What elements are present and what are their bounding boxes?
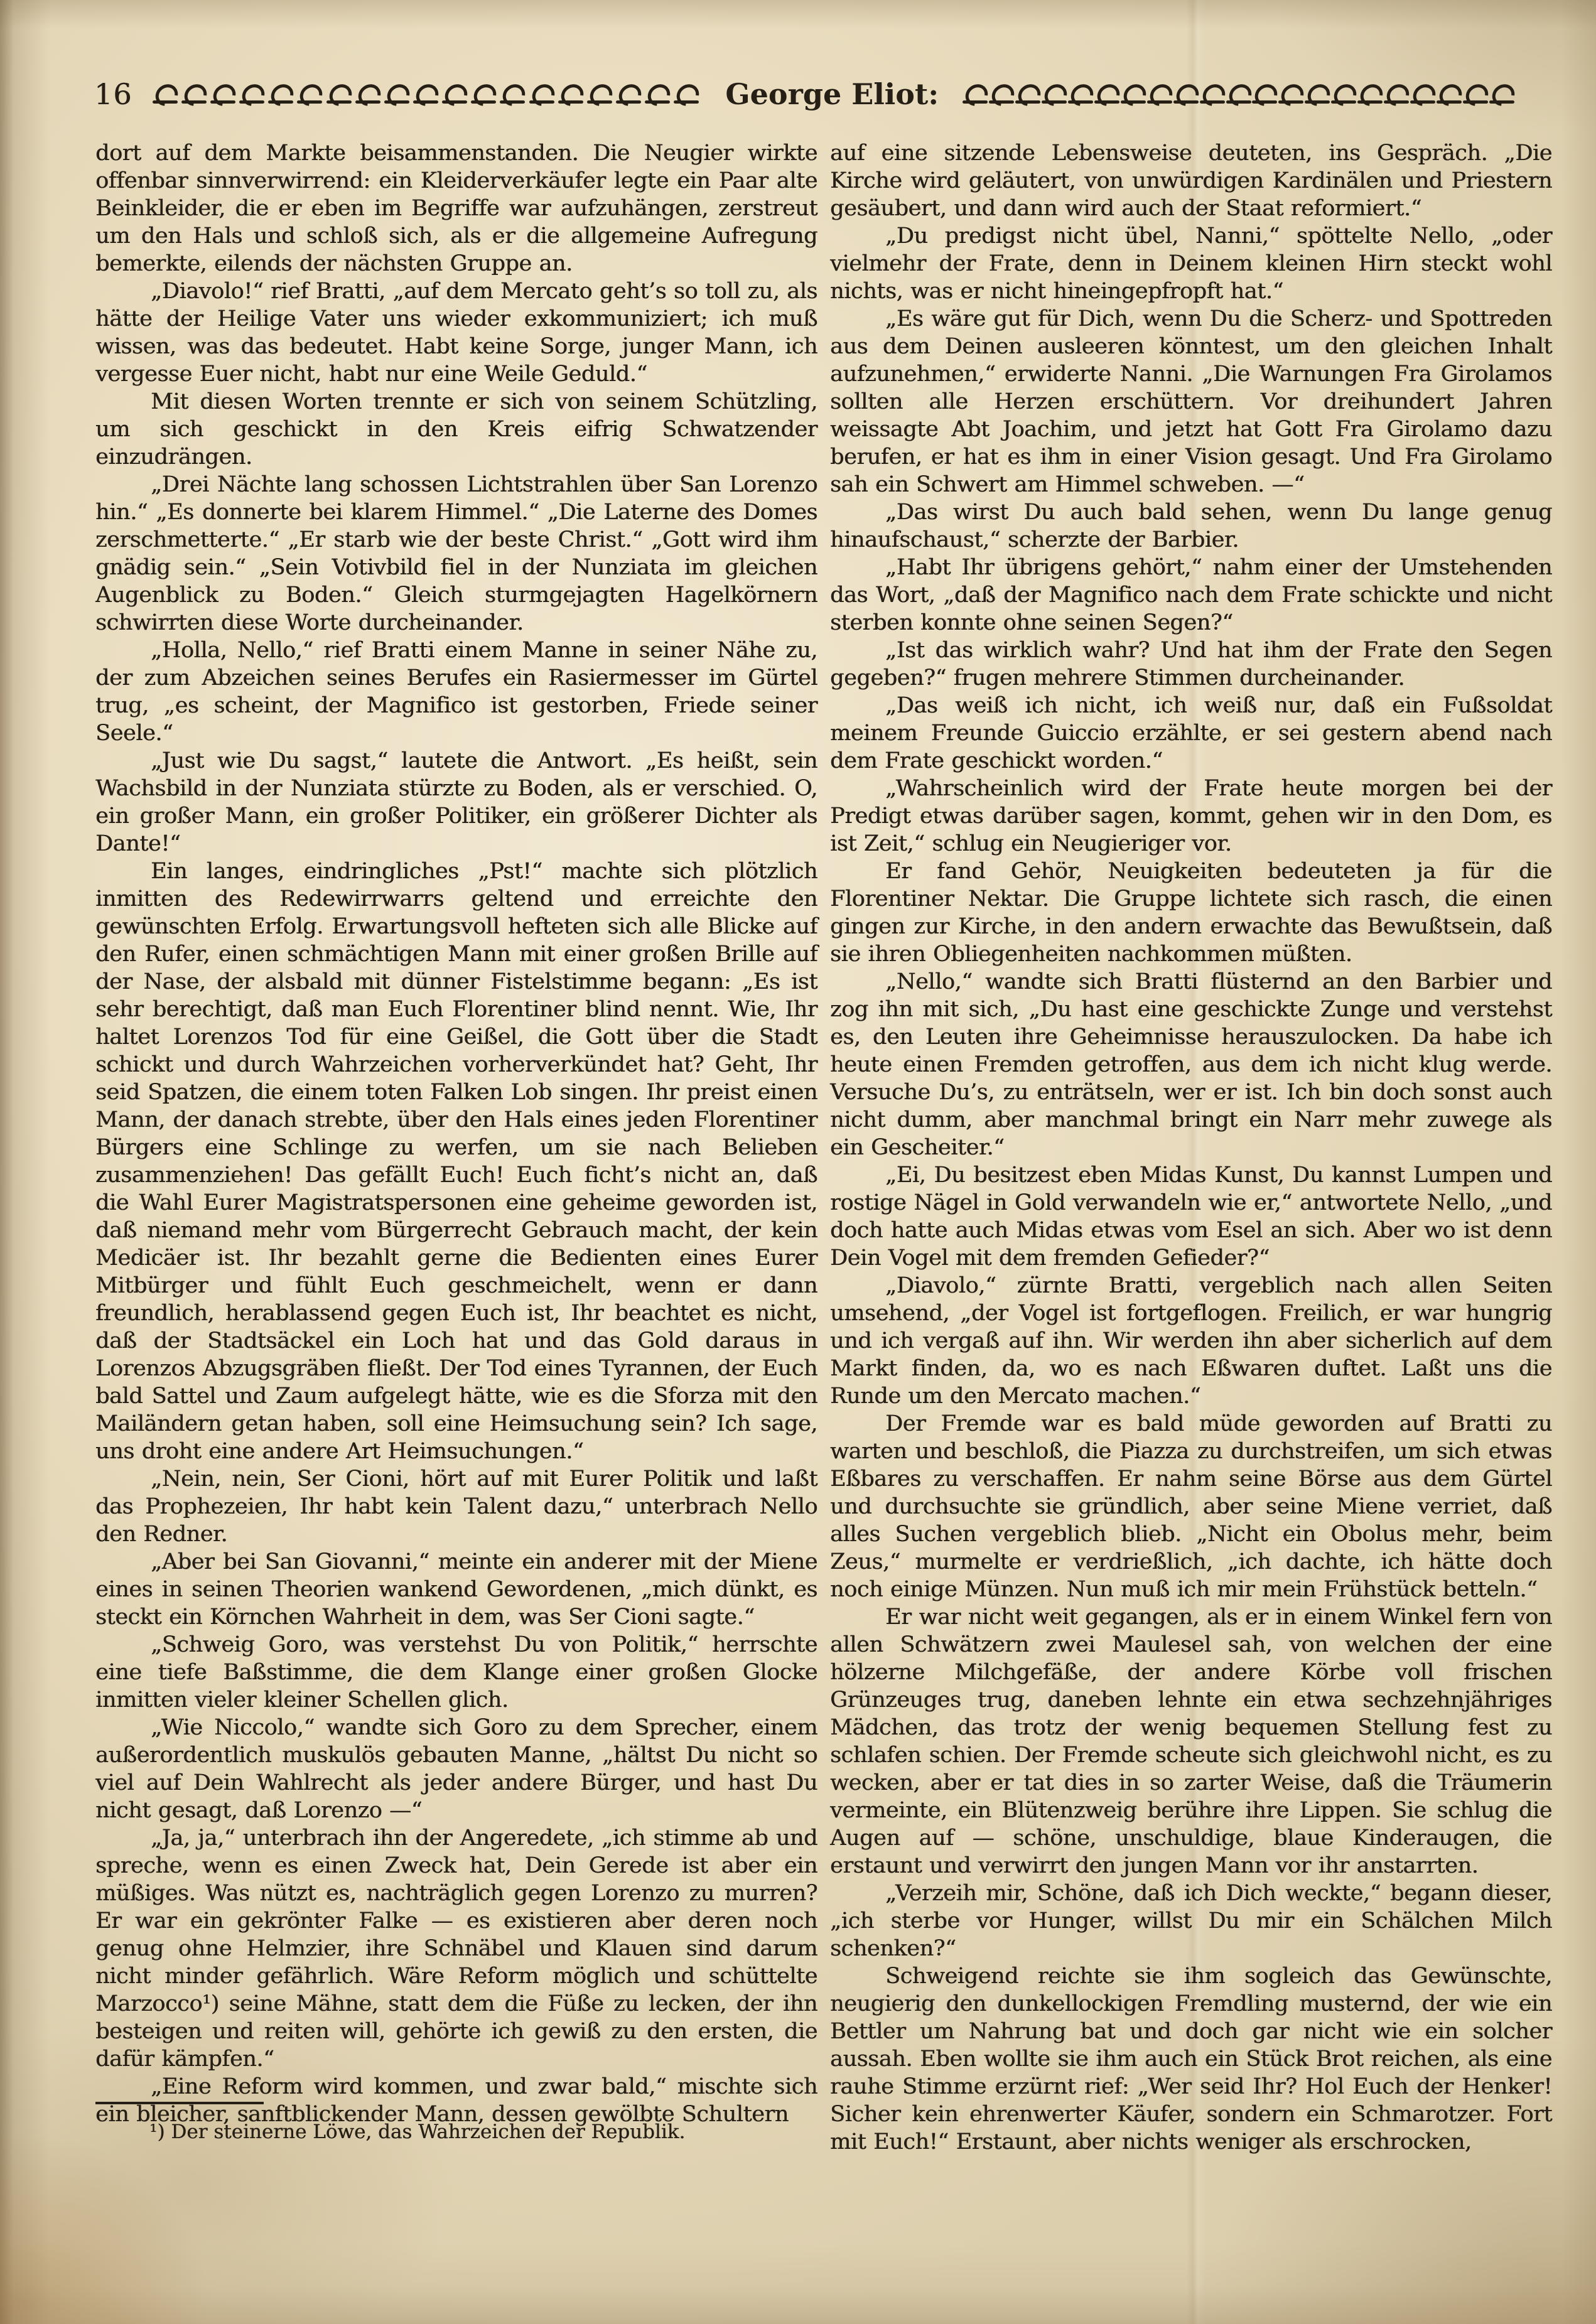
spiral-ornament-icon	[1173, 85, 1199, 104]
spiral-ornament-icon	[1384, 85, 1409, 104]
paragraph: Mit diesen Worten trennte er sich von seinem Schützling, um sich geschickt in den Kreis eifrig Schwatzender einzudrängen.	[95, 389, 817, 470]
paragraph: „Es wäre gut für Dich, wenn Du die Scherz- und Spottreden aus dem Deinen ausleeren könntest, um den gleichen Inhalt aufzunehmen,“ erwiderte Nanni. „Die Warnungen Fra Girolamos sollten alle Herzen erschüttern. Vor dreihundert Jahren weissagte Abt Joachim, und jetzt hat Gott Fra Girolamo dazu berufen, er hat es ihm in einer Vision gesagt. Und Fra Girolamo sah ein Schwert am Himmel schweben. —“	[830, 306, 1552, 497]
paragraph: „Das weiß ich nicht, ich weiß nur, daß ein Fußsoldat meinem Freunde Guiccio erzählte, er sei gestern abend nach dem Frate geschickt worden.“	[830, 693, 1552, 773]
paragraph: „Nello,“ wandte sich Bratti flüsternd an den Barbier und zog ihn mit sich, „Du hast eine geschickte Zunge und verstehst es, den Leuten ihre Geheimnisse herauszulocken. Da habe ich heute einen Fremden getroffen, aus dem ich nicht klug werde. Versuche Du’s, zu enträtseln, wer er ist. Ich bin doch sonst auch nicht dumm, aber manchmal bringt ein Narr mehr zuwege als ein Gescheiter.“	[830, 969, 1552, 1160]
spiral-ornament-icon	[616, 85, 641, 104]
paragraph: „Nein, nein, Ser Cioni, hört auf mit Eurer Politik und laßt das Prophezeien, Ihr habt kein Talent dazu,“ unterbrach Nello den Redner.	[95, 1466, 817, 1547]
spiral-ornament-icon	[355, 85, 380, 104]
paragraph: „Wie Niccolo,“ wandte sich Goro zu dem Sprecher, einem außerordentlich muskulös gebauten Manne, „hältst Du nicht so viel auf Dein Wahlrecht als jeder andere Bürger, und hast Du nicht gesagt, daß Lorenzo —“	[95, 1715, 817, 1823]
paragraph: Schweigend reichte sie ihm sogleich das Gewünschte, neugierig den dunkellockigen Fremdling musternd, der wie ein Bettler um Nahrung bat und doch gar nicht wie ein solcher aussah. Eben wollte sie ihm auch ein Stück Brot reichen, als eine rauhe Stimme erzürnt rief: „Wer seid Ihr? Hol Euch der Henker! Sicher kein ehrenwerter Käufer, sondern ein Schmarotzer. Fort mit Euch!“ Erstaunt, aber nichts weniger als erschrocken,	[830, 1964, 1552, 2155]
spiral-ornament-icon	[181, 85, 207, 104]
spiral-ornament-icon	[1252, 85, 1277, 104]
spiral-ornament-icon	[674, 85, 699, 104]
paragraph: „Holla, Nello,“ rief Bratti einem Manne in seiner Nähe zu, der zum Abzeichen seines Berufes ein Rasiermesser im Gürtel trug, „es scheint, der Magnifico ist gestorben, Friede seiner Seele.“	[95, 638, 817, 746]
spiral-ornament-icon	[645, 85, 670, 104]
paragraph: „Eine Reform wird kommen, und zwar bald,“ mischte sich ein bleicher, sanftblickender Mann, dessen gewölbte Schultern	[95, 2074, 817, 2127]
spiral-ornament-icon	[153, 85, 178, 104]
spiral-ornament-icon	[1147, 85, 1172, 104]
spiral-ornament-icon	[210, 85, 235, 104]
spiral-ornament-icon	[1305, 85, 1330, 104]
paragraph: „Drei Nächte lang schossen Lichtstrahlen über San Lorenzo hin.“ „Es donnerte bei klarem Himmel.“ „Die Laterne des Domes zerschmetterte.“ „Er starb wie der beste Christ.“ „Gott wird ihm gnädig sein.“ „Sein Votivbild fiel in der Nunziata im gleichen Augenblick zu Boden.“ Gleich sturmgejagten Hagelkörnern schwirrten diese Worte durcheinander.	[95, 472, 817, 635]
spiral-ornament-icon	[558, 85, 583, 104]
paragraph: Er fand Gehör, Neuigkeiten bedeuteten ja für die Florentiner Nektar. Die Gruppe lichtete sich rasch, die einen gingen zur Kirche, in den andern erwachte das Bewußtsein, daß sie ihren Obliegenheiten nachkommen müßten.	[830, 859, 1552, 967]
page-header	[94, 74, 1532, 114]
paragraph: „Ja, ja,“ unterbrach ihn der Angeredete, „ich stimme ab und spreche, wenn es einen Zweck hat, Dein Gerede ist aber ein müßiges. Was nützt es, nachträglich gegen Lorenzo zu murren? Er war ein gekrönter Falke — es existieren aber deren noch genug ohne Helmzier, ihre Schnäbel und Klauen sind darum nicht minder gefährlich. Wäre Reform möglich und schüttelte Marzocco¹) seine Mähne, statt dem die Füße zu lecken, der ihn besteigen und reiten will, gehörte ich gewiß zu den ersten, die dafür kämpfen.“	[95, 1826, 817, 2072]
paragraph: „Diavolo,“ zürnte Bratti, vergeblich nach allen Seiten umsehend, „der Vogel ist fortgeflogen. Freilich, er war hungrig und ich vergaß auf ihn. Wir werden ihn aber sicherlich auf dem Markt finden, da, wo es nach Eßwaren duftet. Laßt uns die Runde um den Mercato machen.“	[830, 1273, 1552, 1409]
spiral-ornament-icon	[1463, 85, 1488, 104]
spiral-ornament-icon	[1068, 85, 1093, 104]
footnote-text: ¹) Der steinerne Löwe, das Wahrzeichen der Republik.	[149, 2121, 686, 2143]
spiral-ornament-icon	[471, 85, 496, 104]
spiral-ornament-icon	[1121, 85, 1146, 104]
footnote	[95, 2102, 817, 2144]
right-text-column	[830, 139, 1552, 2156]
paragraph: Er war nicht weit gegangen, als er in einem Winkel fern von allen Schwätzern zwei Maulesel sah, von welchen der eine hölzerne Milchgefäße, der andere Körbe voll frischen Grünzeuges trug, daneben lehnte ein etwa sechzehnjähriges Mädchen, das trotz der wenig bequemen Stellung fest zu schlafen schien. Der Fremde scheute sich gleichwohl nicht, es zu wecken, aber er tat dies in so zarter Weise, daß die Träumerin vermeinte, ein Blütenzweig berühre ihre Lippen. Sie schlug die Augen auf — schöne, unschuldige, blaue Kinderaugen, die erstaunt und verwirrt den jungen Mann vor ihr anstarrten.	[830, 1605, 1552, 1878]
spiral-ornament-icon	[442, 85, 467, 104]
spiral-ornament-icon	[1226, 85, 1251, 104]
footnote-separator-rule	[95, 2102, 264, 2104]
spiral-ornament-icon	[384, 85, 409, 104]
spiral-ornament-icon	[268, 85, 293, 104]
paragraph: „Schweig Goro, was verstehst Du von Politik,“ herrschte eine tiefe Baßstimme, die dem Klange einer großen Glocke inmitten vieler kleiner Schellen glich.	[95, 1632, 817, 1713]
paragraph: „Verzeih mir, Schöne, daß ich Dich weckte,“ begann dieser, „ich sterbe vor Hunger, willst Du mir ein Schälchen Milch schenken?“	[830, 1881, 1552, 1961]
spiral-ornament-icon	[326, 85, 352, 104]
spiral-ornament-icon	[1278, 85, 1303, 104]
spiral-ornament-icon	[500, 85, 525, 104]
paragraph: Ein langes, eindringliches „Pst!“ machte sich plötzlich inmitten des Redewirrwarrs geltend und erreichte den gewünschten Erfolg. Erwartungsvoll hefteten sich alle Blicke auf den Rufer, einen schmächtigen Mann mit einer großen Brille auf der Nase, der alsbald mit dünner Fistelstimme begann: „Es ist sehr berechtigt, daß man Euch Florentiner blind nennt. Wie, Ihr haltet Lorenzos Tod für eine Geißel, die Gott über die Stadt schickt und durch Wahrzeichen vorherverkündet hat? Geht, Ihr seid Spatzen, die einem toten Falken Lob singen. Ihr preist einen Mann, der danach strebte, über den Hals eines jeden Florentiner Bürgers eine Schlinge zu werfen, um sie nach Belieben zusammenziehen! Das gefällt Euch! Euch ficht’s nicht an, daß die Wahl Eurer Magistratspersonen eine geheime geworden ist, daß niemand mehr vom Bürgerrecht Gebrauch macht, der kein Medicäer ist. Ihr bezahlt gerne die Bedienten eines Eurer Mitbürger und fühlt Euch geschmeichelt, wenn er dann freundlich, herablassend gegen Euch ist, Ihr beachtet es nicht, daß der Stadtsäckel ein Loch hat und das Gold daraus in Lorenzos Abzugsgräben fließt. Der Tod eines Tyrannen, der Euch bald Sattel und Zaum aufgelegt hätte, wie es die Sforza mit den Mailändern getan haben, soll eine Heimsuchung sein? Ich sage, uns droht eine andere Art Heimsuchungen.“	[95, 859, 817, 1464]
paragraph: „Das wirst Du auch bald sehen, wenn Du lange genug hinaufschaust,“ scherzte der Barbier.	[830, 500, 1552, 552]
page-number: 16	[94, 77, 132, 111]
spiral-ornament-icon	[989, 85, 1014, 104]
spiral-ornament-icon	[962, 85, 988, 104]
spiral-ornament-icon	[1042, 85, 1067, 104]
paragraph: dort auf dem Markte beisammenstanden. Die Neugier wirkte offenbar sinnverwirrend: ein Kleiderverkäufer legte ein Paar alte Beinkleider, die er eben im Begriffe war aufzuhängen, zerstreut um den Hals und schloß sich, als er die allgemeine Aufregung bemerkte, eilends der nächsten Gruppe an.	[95, 141, 817, 276]
spiral-ornament-icon	[1489, 85, 1514, 104]
ornament-row-left	[132, 85, 720, 104]
paragraph: „Ist das wirklich wahr? Und hat ihm der Frate den Segen gegeben?“ frugen mehrere Stimmen durcheinander.	[830, 638, 1552, 691]
spiral-ornament-icon	[413, 85, 438, 104]
paragraph: auf eine sitzende Lebensweise deuteten, ins Gespräch. „Die Kirche wird geläutert, von unwürdigen Kardinälen und Priestern gesäubert, und dann wird auch der Staat reformiert.“	[830, 141, 1552, 221]
paragraph: „Wahrscheinlich wird der Frate heute morgen bei der Predigt etwas darüber sagen, kommt, gehen wir in den Dom, es ist Zeit,“ schlug ein Neugieriger vor.	[830, 776, 1552, 856]
paragraph: „Just wie Du sagst,“ lautete die Antwort. „Es heißt, sein Wachsbild in der Nunziata stürzte zu Boden, als er verschied. O, ein großer Mann, ein großer Politiker, ein größerer Dichter als Dante!“	[95, 748, 817, 856]
spiral-ornament-icon	[1357, 85, 1383, 104]
spiral-ornament-icon	[1015, 85, 1040, 104]
left-text-column	[95, 139, 817, 2128]
paragraph: Der Fremde war es bald müde geworden auf Bratti zu warten und beschloß, die Piazza zu durchstreifen, um sich etwas Eßbares zu verschaffen. Er nahm seine Börse aus dem Gürtel und durchsuchte sie gründlich, aber seine Miene verriet, daß alles Suchen vergeblich blieb. „Nicht ein Obolus mehr, beim Zeus,“ murmelte er verdrießlich, „ich dachte, ich hätte doch noch einige Münzen. Nun muß ich mir mein Frühstück betteln.“	[830, 1411, 1552, 1602]
running-head-author: George Eliot:	[725, 77, 939, 111]
spiral-ornament-icon	[1094, 85, 1119, 104]
ornament-row-right	[945, 85, 1532, 104]
spiral-ornament-icon	[297, 85, 322, 104]
paragraph: „Du predigst nicht übel, Nanni,“ spöttelte Nello, „oder vielmehr der Frate, denn in Deinem kleinen Hirn steckt wohl nichts, was er nicht hineingepfropft hat.“	[830, 223, 1552, 304]
paragraph: „Ei, Du besitzest eben Midas Kunst, Du kannst Lumpen und rostige Nägel in Gold verwandeln wie er,“ antwortete Nello, „und doch hatte auch Midas etwas vom Esel an sich. Aber wo ist denn Dein Vogel mit dem fremden Gefieder?“	[830, 1163, 1552, 1271]
spiral-ornament-icon	[1200, 85, 1225, 104]
spiral-ornament-icon	[1437, 85, 1462, 104]
paragraph: „Habt Ihr übrigens gehört,“ nahm einer der Umstehenden das Wort, „daß der Magnifico nach dem Frate schickte und nicht sterben konnte ohne seinen Segen?“	[830, 555, 1552, 635]
spiral-ornament-icon	[239, 85, 264, 104]
spiral-ornament-icon	[1410, 85, 1435, 104]
spiral-ornament-icon	[1331, 85, 1356, 104]
spiral-ornament-icon	[587, 85, 612, 104]
paragraph: „Diavolo!“ rief Bratti, „auf dem Mercato geht’s so toll zu, als hätte der Heilige Vater uns wieder exkommuniziert; ich muß wissen, was das bedeutet. Habt keine Sorge, junger Mann, ich vergesse Euer nicht, habt nur eine Weile Geduld.“	[95, 279, 817, 387]
spiral-ornament-icon	[529, 85, 554, 104]
paragraph: „Aber bei San Giovanni,“ meinte ein anderer mit der Miene eines in seinen Theorien wankend Gewordenen, „mich dünkt, es steckt ein Körnchen Wahrheit in dem, was Ser Cioni sagte.“	[95, 1549, 817, 1630]
